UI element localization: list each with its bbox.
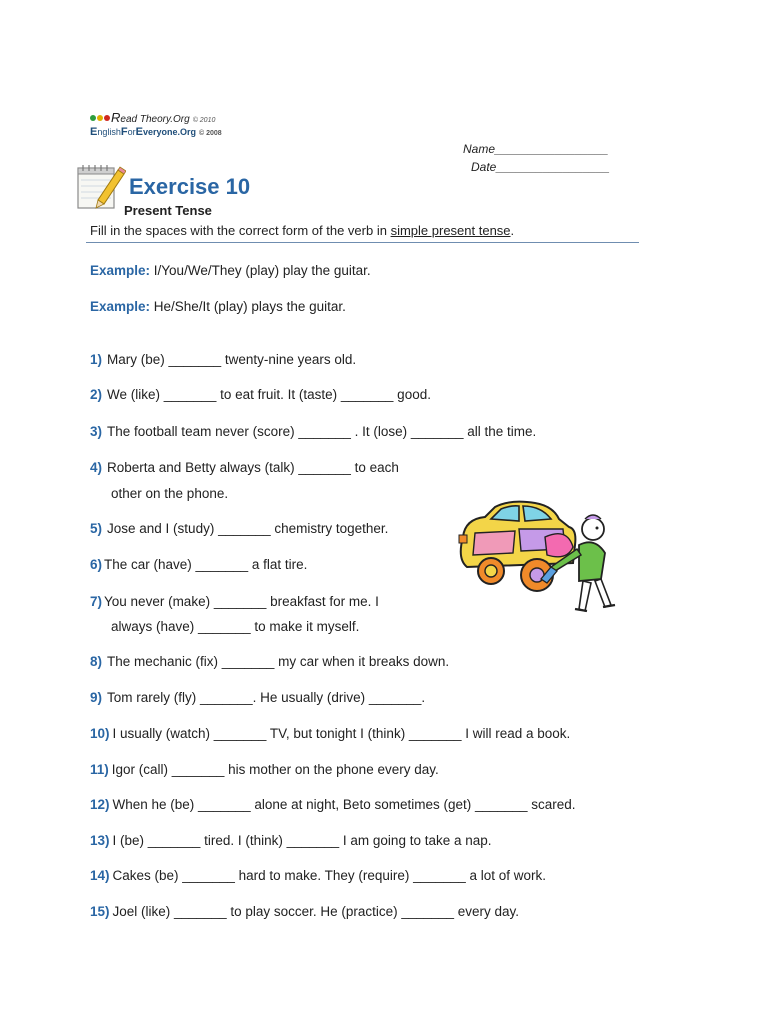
exercise-item-1: 1) Mary (be) _______ twenty-nine years old. — [90, 352, 357, 367]
green-dot-icon — [90, 115, 96, 121]
exercise-item-12: 12) When he (be) _______ alone at night, Beto sometimes (get) _______ scared. — [90, 797, 576, 812]
exercise-item-9: 9) Tom rarely (fly) _______. He usually (drive) _______. — [90, 690, 426, 705]
page-subtitle: Present Tense — [124, 203, 212, 218]
instructions: Fill in the spaces with the correct form of the verb in simple present tense. — [90, 223, 515, 238]
example-1: Example: I/You/We/They (play) play the guitar. — [90, 263, 371, 278]
red-dot-icon — [104, 115, 110, 121]
exercise-item-11: 11) Igor (call) _______ his mother on the phone every day. — [90, 762, 439, 777]
name-field[interactable]: Name_________________ — [463, 142, 609, 156]
exercise-item-14: 14) Cakes (be) _______ hard to make. They (require) _______ a lot of work. — [90, 868, 547, 883]
exercise-item-2: 2) We (like) _______ to eat fruit. It (taste) _______ good. — [90, 387, 431, 402]
exercise-item-5: 5) Jose and I (study) _______ chemistry together. — [90, 521, 389, 536]
page-title: Exercise 10 — [129, 174, 251, 199]
exercise-item-4-cont: other on the phone. — [111, 486, 229, 501]
exercise-item-3: 3) The football team never (score) _______ . It (lose) _______ all the time. — [90, 424, 537, 439]
yellow-dot-icon — [97, 115, 103, 121]
date-field[interactable]: Date_________________ — [471, 160, 610, 174]
exercise-item-4: 4) Roberta and Betty always (talk) _______ to each — [90, 460, 399, 475]
exercise-item-7-cont: always (have) _______ to make it myself. — [111, 619, 360, 634]
exercise-item-10: 10) I usually (watch) _______ TV, but tonight I (think) _______ I will read a book. — [90, 726, 571, 741]
simple-present-link[interactable]: simple present tense — [390, 223, 511, 238]
exercise-item-7: 7) You never (make) _______ breakfast for me. I — [90, 594, 379, 609]
header-divider — [86, 242, 639, 243]
exercise-item-6: 6) The car (have) _______ a flat tire. — [90, 557, 308, 572]
englishforeveryone-logo: EnglishForEveryone.Org © 2008 — [90, 126, 222, 138]
readtheory-logo: Read Theory.Org © 2010 — [90, 110, 215, 125]
car-mechanic-illustration — [455, 497, 620, 627]
exercise-item-13: 13) I (be) _______ tired. I (think) _______ I am going to take a nap. — [90, 833, 492, 848]
exercise-item-15: 15) Joel (like) _______ to play soccer. He (practice) _______ every day. — [90, 904, 519, 919]
example-2: Example: He/She/It (play) plays the guitar. — [90, 299, 346, 314]
notepad-pencil-icon — [74, 160, 126, 217]
exercise-item-8: 8) The mechanic (fix) _______ my car when it breaks down. — [90, 654, 450, 669]
